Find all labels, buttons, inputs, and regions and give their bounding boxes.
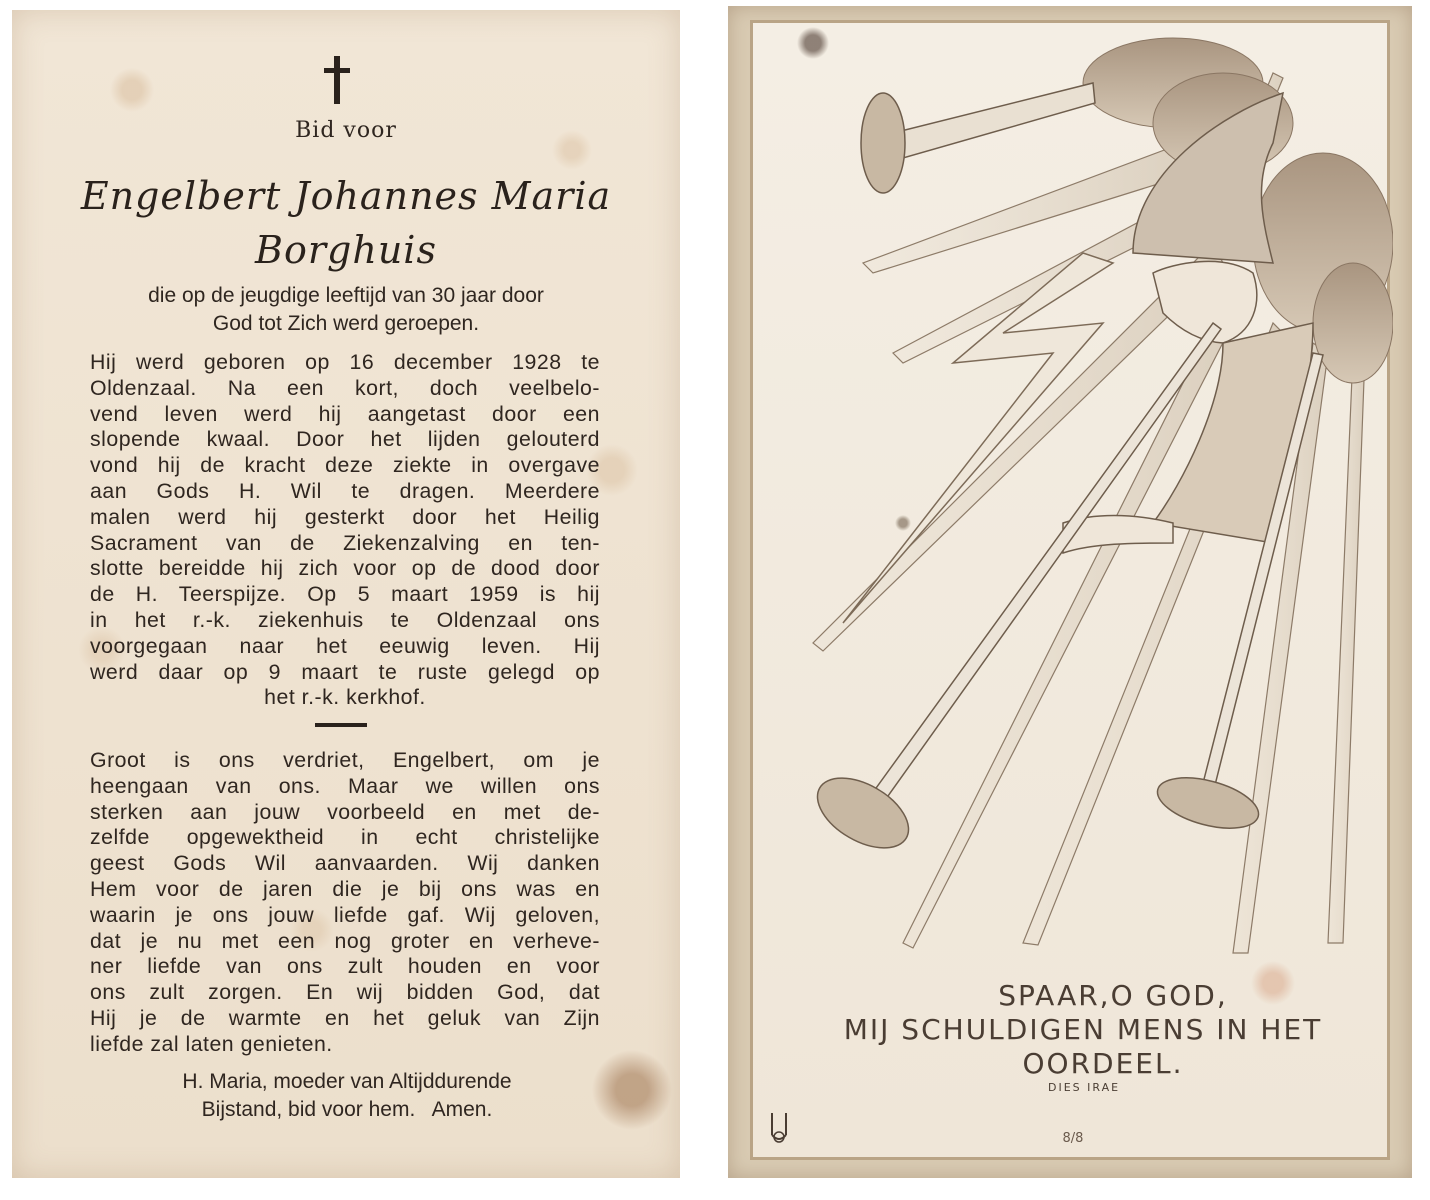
motto-line1: SPAAR,O GOD, bbox=[998, 979, 1228, 1012]
farewell-line: geest Gods Wil aanvaarden. Wij danken bbox=[90, 851, 600, 876]
memorial-card-image-side bbox=[728, 6, 1412, 1178]
biography-paragraph bbox=[90, 350, 600, 711]
farewell-line: liefde zal laten genieten. bbox=[90, 1031, 333, 1056]
farewell-line: ner liefde van ons zult houden en voor bbox=[90, 954, 600, 979]
biography-line: voorgegaan naar het eeuwig leven. Hij bbox=[90, 633, 600, 658]
closing-line: H. Maria, moeder van Altijddurende bbox=[182, 1070, 512, 1093]
intro-text bbox=[72, 282, 620, 338]
memorial-card-text-side bbox=[12, 10, 680, 1178]
biography-line: malen werd hij gesterkt door het Heilig bbox=[90, 504, 600, 529]
biography-line: in het r.-k. ziekenhuis te Oldenzaal ons bbox=[90, 607, 600, 632]
biography-line: aan Gods H. Wil te dragen. Meerdere bbox=[90, 478, 600, 503]
farewell-paragraph bbox=[90, 748, 600, 1058]
farewell-line: heengaan van ons. Maar we willen ons bbox=[90, 773, 600, 798]
image-frame bbox=[750, 20, 1390, 1160]
biography-line: vend leven werd hij aangetast door een bbox=[90, 401, 600, 426]
farewell-line: Hij je de warmte en het geluk van Zijn bbox=[90, 1005, 600, 1030]
biography-line: vond hij de kracht deze ziekte in overgave bbox=[90, 453, 600, 478]
deceased-name-line1: Engelbert Johannes Maria bbox=[80, 174, 612, 218]
closing-line: Bijstand, bid voor hem. Amen. bbox=[201, 1098, 493, 1121]
biography-line: de H. Teerspijze. Op 5 maart 1959 is hij bbox=[90, 582, 600, 607]
biography-line: Hij werd geboren op 16 december 1928 te bbox=[90, 350, 600, 374]
farewell-line: Hem voor de jaren die je bij ons was en bbox=[90, 876, 600, 901]
upper-trumpet bbox=[861, 83, 1095, 193]
biography-line: slotte bereidde hij zich voor op de dood door bbox=[90, 556, 600, 581]
farewell-line: Groot is ons verdriet, Engelbert, om je bbox=[90, 748, 600, 772]
closing-prayer bbox=[92, 1068, 602, 1124]
motto-line3: OORDEEL. bbox=[1022, 1047, 1184, 1080]
intro-line: die op de jeugdige leeftijd van 30 jaar door bbox=[148, 284, 544, 307]
deceased-name-line2: Borghuis bbox=[255, 228, 437, 272]
section-divider bbox=[315, 723, 367, 727]
farewell-line: dat je nu met een nog groter en verheve- bbox=[90, 928, 600, 953]
header-bid-voor: Bid voor bbox=[295, 118, 397, 143]
intro-line: God tot Zich werd geroepen. bbox=[212, 312, 480, 335]
farewell-line: ons zult zorgen. En wij bidden God, dat bbox=[90, 980, 600, 1005]
farewell-line: waarin je ons jouw liefde gaf. Wij geloven, bbox=[90, 902, 600, 927]
biography-line: het r.-k. kerkhof. bbox=[264, 685, 426, 710]
biography-line: Oldenzaal. Na een kort, doch veelbelo- bbox=[90, 375, 600, 400]
biography-line: slopende kwaal. Door het lijden gelouterd bbox=[90, 427, 600, 452]
motto-source: DIES IRAE bbox=[1048, 1081, 1121, 1094]
motto-line2: MIJ SCHULDIGEN MENS IN HET bbox=[843, 1013, 1323, 1046]
farewell-line: sterken aan jouw voorbeeld en met de- bbox=[90, 799, 600, 824]
page-number: 8/8 bbox=[1062, 1131, 1084, 1146]
biography-line: Sacrament van de Ziekenzalving en ten- bbox=[90, 530, 600, 555]
biography-line: werd daar op 9 maart te ruste gelegd op bbox=[90, 659, 600, 684]
angel-with-trumpets-icon bbox=[753, 23, 1393, 963]
farewell-line: zelfde opgewektheid in echt christelijke bbox=[90, 825, 600, 850]
cross-icon bbox=[322, 56, 352, 104]
